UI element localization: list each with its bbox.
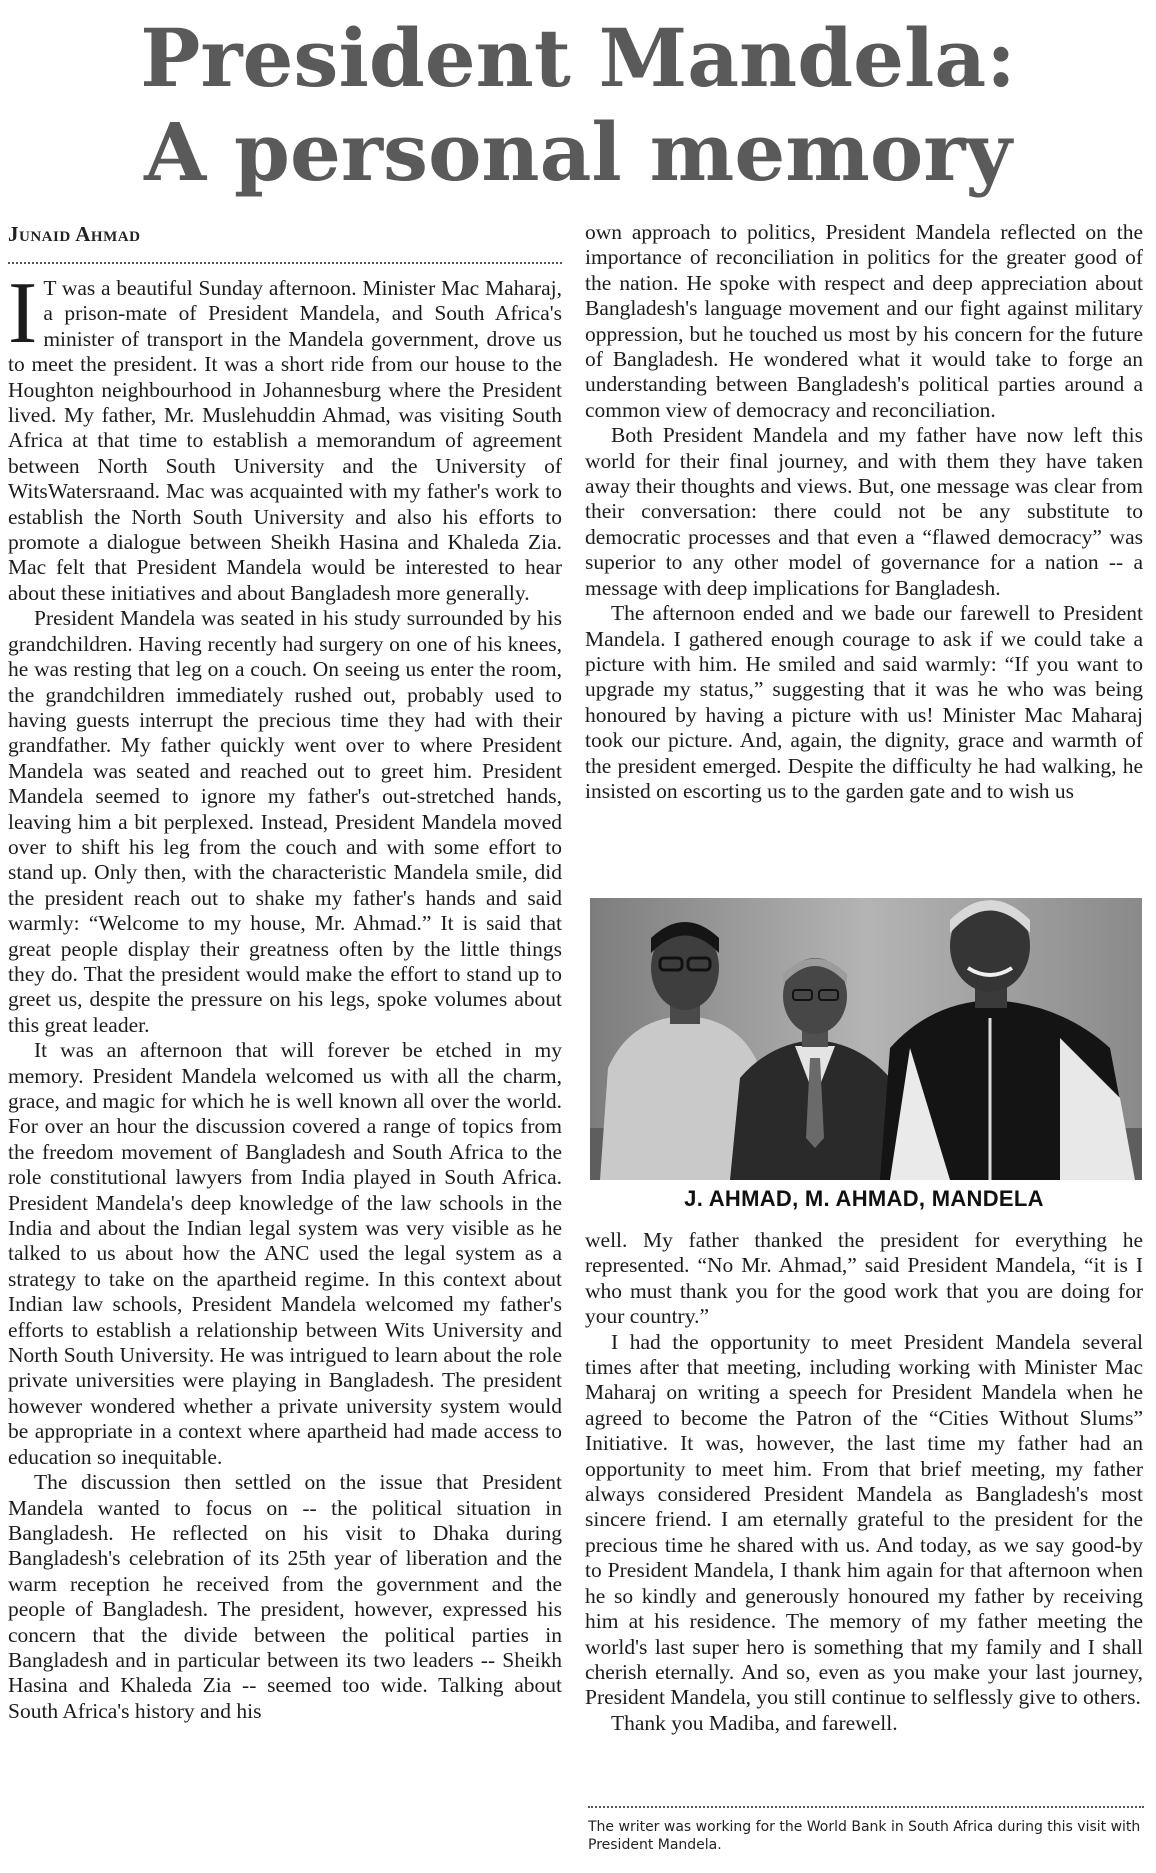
paragraph-1: I T was a beautiful Sunday afternoon. Minister Mac Maharaj, a prison-mate of President Mandela, and South Africa's minister of transport in the Mandela government, drove us to meet the president. It was a short ride from our house to the Houghton neighbourhood in Johannesburg where the President lived. My father, Mr. Muslehuddin Ahmad, was visiting South Africa at that time to establish a memorandum of agreement between North South University and the University of WitsWatersraand. Mac was acquainted with my father's work to establish the North South University and also his efforts to promote a dialogue between Sheikh Hasina and Khaleda Zia. Mac felt that President Mandela would be interested to hear about these initiatives and about Bangladesh more generally. [8,276,562,605]
article-left-column [8,276,562,1856]
headline-line-2: A personal memory [144,105,1012,199]
article-right-column-top [585,220,1143,878]
drop-cap: I [8,276,38,362]
article-right-column-bottom [585,1228,1143,1788]
paragraph-3: It was an afternoon that will forever be etched in my memory. President Mandela welcomed us with all the charm, grace, and magic for which he is well known all over the world. For over an hour the discussion covered a range of topics from the freedom movement of Bangladesh and South Africa to the role constitutional lawyers from India played in South Africa. President Mandela's deep knowledge of the law schools in the India and about the Indian legal system was very visible as he talked to us about how the ANC used the legal system as a strategy to take on the apartheid regime. In this context about Indian law schools, President Mandela welcomed my father's efforts to establish a relationship between Wits University and North South University. He was intrigued to learn about the role private universities were playing in Bangladesh. The president however wondered whether a private university system would be appropriate in a context where apartheid had made access to education so inequitable. [8,1038,562,1469]
photo-caption: J. AHMAD, M. AHMAD, MANDELA [684,1186,1044,1211]
paragraph-7: The afternoon ended and we bade our farewell to President Mandela. I gathered enough courage to ask if we could take a picture with him. He smiled and said warmly: “If you want to upgrade my status,” suggesting that it was he who was being honoured by having a picture with us! Minister Mac Maharaj took our picture. And, again, the dignity, grace and warmth of the president emerged. Despite the difficulty he had walking, he insisted on escorting us to the garden gate and to wish us [585,601,1143,803]
paragraph-5: own approach to politics, President Mandela reflected on the importance of reconciliation in politics for the greater good of the nation. He spoke with respect and deep appreciation about Bangladesh's language movement and our fight against military oppression, but he touched us most by his concern for the future of Bangladesh. He wondered what it would take to forge an understanding between Bangladesh's political parties around a common view of democracy and reconciliation. [585,220,1143,422]
author-footnote: The writer was working for the World Bank in South Africa during this visit with President Mandela. [588,1819,1141,1853]
byline: Junaid Ahmad [8,222,141,246]
photo-illustration [590,898,1142,1180]
byline-divider [8,262,562,264]
footnote-divider [588,1806,1144,1808]
paragraph-10: Thank you Madiba, and farewell. [611,1710,898,1735]
headline-line-1: President Mandela: [140,11,1016,105]
paragraph-2: President Mandela was seated in his study surrounded by his grandchildren. Having recently had surgery on one of his knees, he was resting that leg on a couch. On seeing us enter the room, the grandchildren immediately rushed out, probably used to having guests interrupt the precious time they had with their grandfather. My father quickly went over to where President Mandela was seated and reached out to greet him. President Mandela seemed to ignore my father's out-stretched hands, leaving him a bit perplexed. Instead, President Mandela moved over to shift his leg from the couch and with some effort to stand up. Only then, with the characteristic Mandela smile, did the president reach out to shake my father's hands and said warmly: “Welcome to my house, Mr. Ahmad.” It is said that great people display their greatness often by the little things they do. That the president would make the effort to stand up to greet us, despite the pressure on his legs, spoke volumes about this great leader. [8,606,562,1037]
paragraph-6: Both President Mandela and my father have now left this world for their final journey, and with them they have taken away their thoughts and views. But, one message was clear from their conversation: there could not be any substitute to democratic processes and that even a “flawed democracy” was superior to any other model of governance for a nation -- a message with deep implications for Bangladesh. [585,423,1143,600]
article-photo [590,898,1142,1180]
paragraph-8: well. My father thanked the president for everything he represented. “No Mr. Ahmad,” said President Mandela, “it is I who must thank you for the good work that you are doing for your country.” [585,1228,1143,1329]
paragraph-9: I had the opportunity to meet President Mandela several times after that meeting, including working with Minister Mac Maharaj on writing a speech for President Mandela when he agreed to become the Patron of the “Cities Without Slums” Initiative. It was, however, the last time my father had an opportunity to meet him. From that brief meeting, my father always considered President Mandela as Bangladesh's most sincere friend. I am eternally grateful to the president for the precious time he shared with us. And today, as we say good-by to President Mandela, I thank him again for that afternoon when he so kindly and generously honoured my father by receiving him at his residence. The memory of my father meeting the world's last super hero is something that my family and I shall cherish eternally. And so, even as you make your last journey, President Mandela, you still continue to selflessly give to others. [585,1329,1143,1710]
paragraph-4: The discussion then settled on the issue that President Mandela wanted to focus on -- the political situation in Bangladesh. He reflected on his visit to Dhaka during Bangladesh's celebration of its 25th year of liberation and the warm reception he received from the government and the people of Bangladesh. The president, however, expressed his concern that the divide between the political parties in Bangladesh and in particular between its two leaders -- Sheikh Hasina and Khaleda Zia -- seemed too wide. Talking about South Africa's history and his [8,1470,562,1723]
